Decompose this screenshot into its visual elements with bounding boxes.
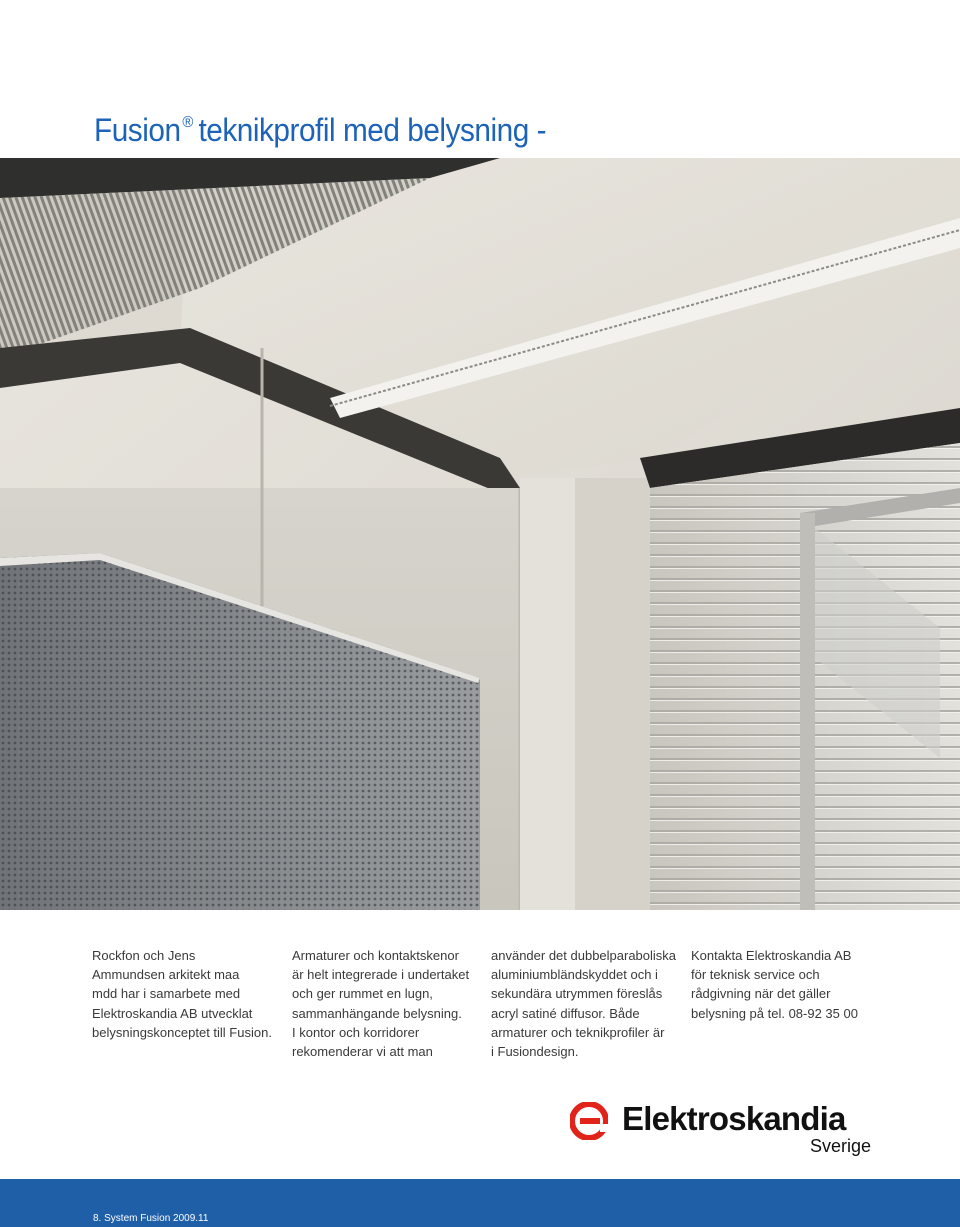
column-line: använder det dubbelparaboliska bbox=[491, 948, 677, 963]
column-line: Rockfon och Jens bbox=[92, 948, 196, 963]
column-line: rådgivning när det gäller bbox=[691, 986, 831, 1002]
column-line: för teknisk service och bbox=[691, 967, 820, 983]
logo-subtitle: Sverige bbox=[810, 1136, 872, 1156]
column-line: är helt integrerade i undertaket bbox=[292, 967, 470, 983]
column-line: sekundära utrymmen föreslås bbox=[491, 986, 663, 1002]
column-line: Ammundsen arkitekt maa bbox=[92, 967, 240, 983]
elektroskandia-e-icon bbox=[570, 1102, 608, 1140]
text-column-3 bbox=[491, 946, 681, 1061]
column-line: acryl satiné diffusor. Både bbox=[491, 1005, 640, 1021]
column-line: i Fusiondesign. bbox=[491, 1044, 579, 1060]
text-column-4 bbox=[691, 946, 881, 1023]
column-line: mdd har i samarbete med bbox=[92, 986, 241, 1002]
column-line: aluminiumbländskyddet och i bbox=[491, 967, 658, 983]
text-column-2 bbox=[292, 946, 482, 1061]
column-line: I kontor och korridorer bbox=[292, 1024, 420, 1040]
title-rest: teknikprofil med belysning - bbox=[198, 112, 547, 148]
column-line: Elektroskandia AB utvecklat bbox=[92, 1005, 253, 1021]
text-column-1 bbox=[92, 946, 282, 1042]
column-line: sammanhängande belysning. bbox=[292, 1005, 462, 1021]
column-line: belysning på tel. 08-92 35 00 bbox=[691, 1005, 858, 1021]
logo-wordmark: Elektroskandia bbox=[622, 1100, 846, 1137]
footer-bar bbox=[0, 1179, 960, 1227]
registered-mark: ® bbox=[182, 114, 193, 131]
column-line: Kontakta Elektroskandia AB bbox=[691, 948, 852, 963]
column-line: och ger rummet en lugn, bbox=[292, 986, 433, 1002]
footer-page-info: 8. System Fusion 2009.11 bbox=[93, 1213, 209, 1224]
column-line: Armaturer och kontaktskenor bbox=[292, 948, 459, 963]
column-line: belysningskonceptet till Fusion. bbox=[92, 1024, 272, 1040]
page-title bbox=[94, 112, 546, 149]
office-ceiling-photo bbox=[0, 158, 960, 910]
column-line: armaturer och teknikprofiler är bbox=[491, 1024, 665, 1040]
title-main: Fusion bbox=[94, 112, 181, 148]
elektroskandia-logo bbox=[570, 1100, 880, 1160]
column-line: rekomenderar vi att man bbox=[292, 1044, 433, 1060]
